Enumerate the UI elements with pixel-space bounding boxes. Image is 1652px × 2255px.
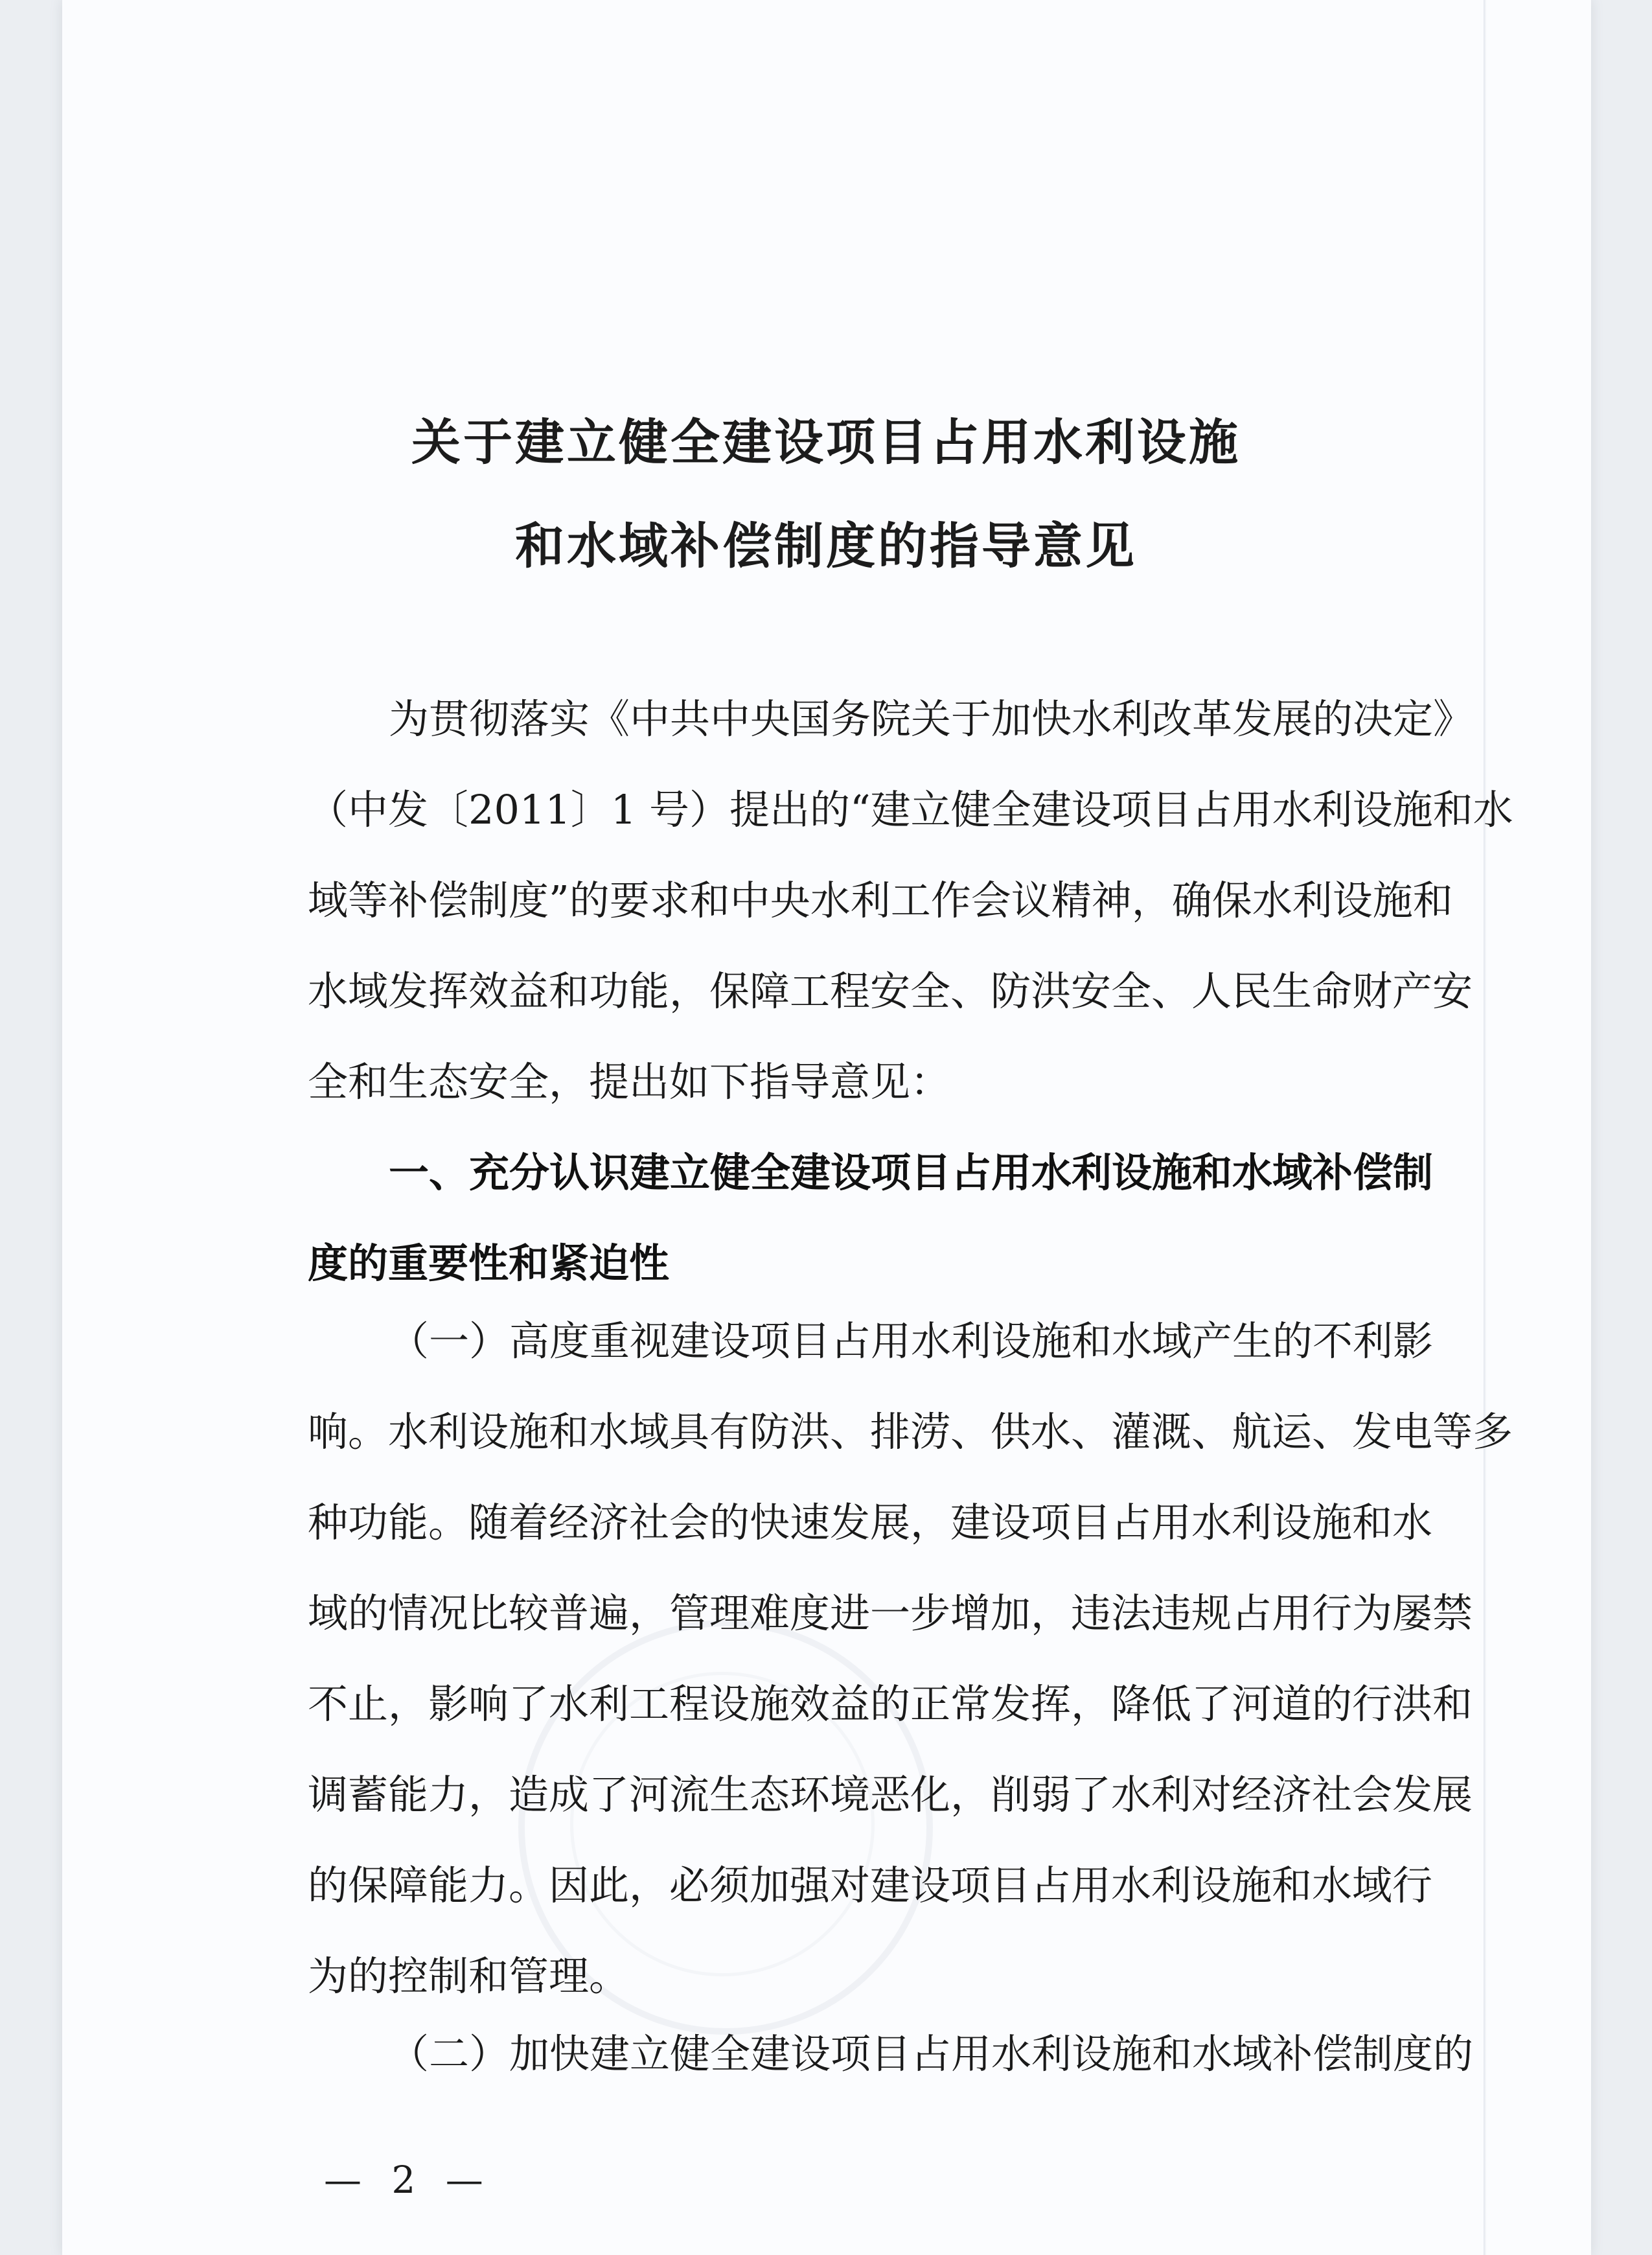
- document-title-line-1: 关于建立健全建设项目占用水利设施: [411, 413, 1241, 471]
- body-line: 响。水利设施和水域具有防洪、排涝、供水、灌溉、航运、发电等多: [308, 1408, 1513, 1455]
- section-heading-line-2: 度的重要性和紧迫性: [308, 1240, 670, 1287]
- section-heading-line-1: 一、充分认识建立健全建设项目占用水利设施和水域补偿制: [389, 1149, 1434, 1196]
- body-line: （一）高度重视建设项目占用水利设施和水域产生的不利影: [389, 1317, 1434, 1365]
- body-line: 为贯彻落实《中共中央国务院关于加快水利改革发展的决定》: [389, 695, 1474, 743]
- body-line: 为的控制和管理。: [308, 1952, 630, 2000]
- body-line: （中发〔2011〕1 号）提出的“建立健全建设项目占用水利设施和水: [308, 786, 1513, 833]
- body-line: 域等补偿制度”的要求和中央水利工作会议精神，确保水利设施和: [308, 877, 1453, 924]
- body-line: 种功能。随着经济社会的快速发展，建设项目占用水利设施和水: [308, 1499, 1433, 1546]
- body-line: 不止，影响了水利工程设施效益的正常发挥，降低了河道的行洪和: [308, 1680, 1473, 1728]
- page-fold-edge: [1484, 0, 1486, 2255]
- page-number: — 2 —: [324, 2158, 492, 2202]
- body-line: 调蓄能力，造成了河流生态环境恶化，削弱了水利对经济社会发展: [308, 1771, 1473, 1818]
- body-line: 域的情况比较普遍，管理难度进一步增加，违法违规占用行为屡禁: [308, 1590, 1473, 1637]
- body-line: 全和生态安全，提出如下指导意见：: [308, 1058, 951, 1105]
- body-line: 的保障能力。因此，必须加强对建设项目占用水利设施和水域行: [308, 1862, 1433, 1909]
- body-line: 水域发挥效益和功能，保障工程安全、防洪安全、人民生命财产安: [308, 967, 1473, 1015]
- document-title-line-2: 和水域补偿制度的指导意见: [515, 517, 1137, 575]
- body-line: （二）加快建立健全建设项目占用水利设施和水域补偿制度的: [389, 2030, 1474, 2077]
